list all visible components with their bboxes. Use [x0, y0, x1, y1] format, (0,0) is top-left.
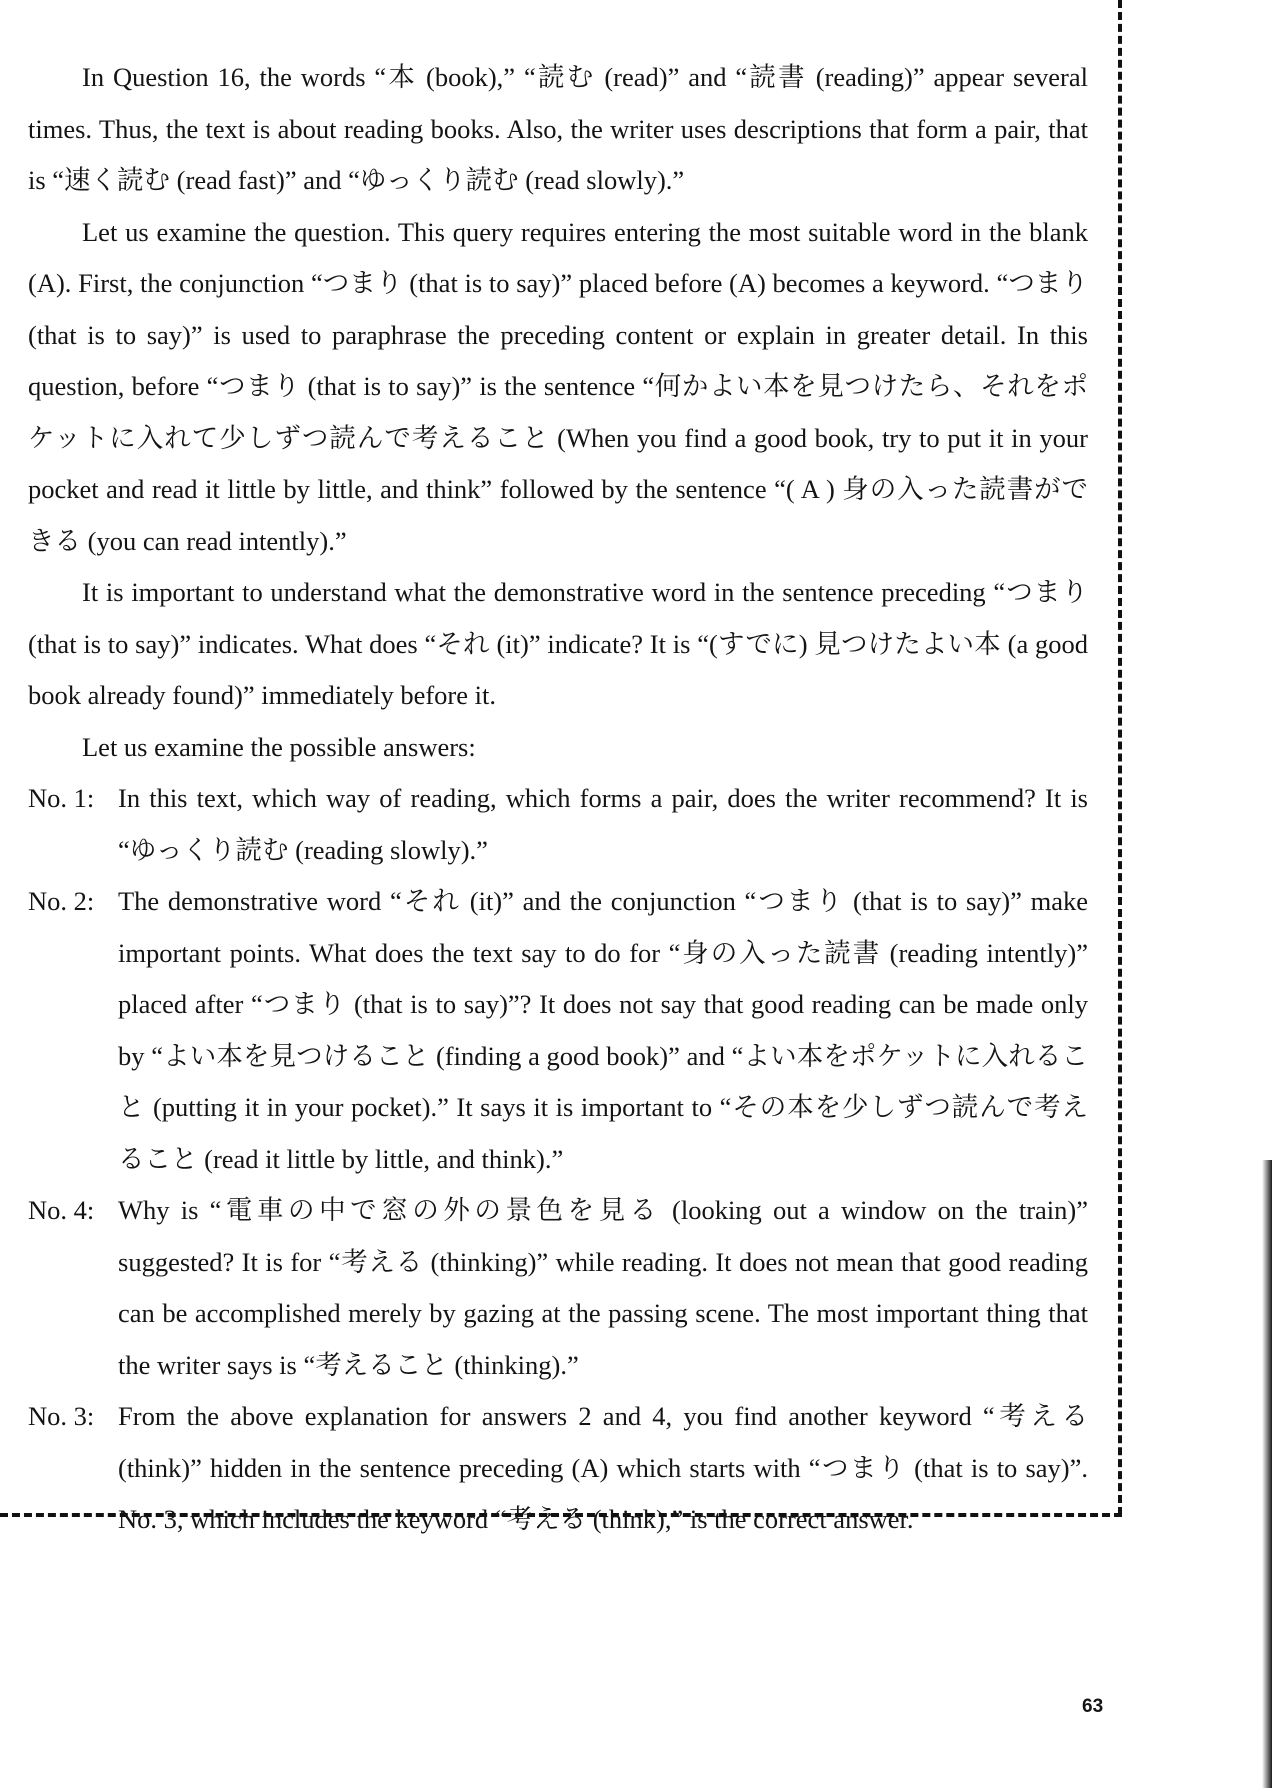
answer-explanation: Why is “電車の中で窓の外の景色を見る (looking out a window on the train)” suggested? It is for “考える (thinking)” while reading. It does not mean that good reading can be accomplished merely by gazing at the passing scene. The most important thing that the writer says is “考えること (thinking).” — [118, 1195, 1088, 1380]
dashed-box-border-right — [1118, 0, 1122, 1515]
paragraph-demonstrative: It is important to understand what the demonstrative word in the sentence preceding “つまり (that is to say)” indicates. What does “それ (it)” indicate? It is “(すでに) 見つけたよい本 (a good book already found)” immediately before it. — [28, 577, 1088, 710]
page-number: 63 — [1082, 1696, 1104, 1717]
answer-label: No. 2: — [28, 886, 95, 916]
answer-item-4 — [28, 1185, 1088, 1391]
answer-label: No. 3: — [28, 1401, 95, 1431]
explanation-text — [28, 52, 1088, 1546]
answer-explanation: The demonstrative word “それ (it)” and the conjunction “つまり (that is to say)” make important points. What does the text say to do for “身の入った読書 (reading intently)” placed after “つまり (that is to say)”? It does not say that good reading can be made only by “よい本を見つけること (finding a good book)” and “よい本をポケットに入れること (putting it in your pocket).” It says it is important to “その本を少しずつ読んで考えること (read it little by little, and think).” — [118, 886, 1088, 1174]
answer-label: No. 4: — [28, 1195, 95, 1225]
answer-label: No. 1: — [28, 783, 95, 813]
answer-explanation: From the above explanation for answers 2 and 4, you find another keyword “考える (think)” hidden in the sentence preceding (A) which starts with “つまり (that is to say)”. No. 3, which includes the keyword “考える (think),” is the correct answer. — [118, 1401, 1088, 1534]
answer-item-1 — [28, 773, 1088, 876]
paragraph-question-analysis: Let us examine the question. This query requires entering the most suitable word in the blank (A). First, the conjunction “つまり (that is to say)” placed before (A) becomes a keyword. “つまり (that is to say)” is used to paraphrase the preceding content or explain in greater detail. In this question, before “つまり (that is to say)” is the sentence “何かよい本を見つけたら、それをポケットに入れて少しずつ読んで考えること (When you find a good book, try to put it in your pocket and read it little by little, and think” followed by the sentence “( A ) 身の入った読書ができる (you can read intently).” — [28, 216, 1088, 556]
page-edge-shadow — [1262, 1160, 1272, 1788]
paragraph-answers-intro: Let us examine the possible answers: — [82, 731, 476, 762]
answer-item-3 — [28, 1391, 1088, 1546]
answer-explanation: In this text, which way of reading, which forms a pair, does the writer recommend? It is “ゆっくり読む (reading slowly).” — [118, 783, 1088, 865]
answer-item-2 — [28, 876, 1088, 1185]
paragraph-intro: In Question 16, the words “本 (book),” “読む (read)” and “読書 (reading)” appear several times. Thus, the text is about reading books. Also, the writer uses descriptions that form a pair, that is “速く読む (read fast)” and “ゆっくり読む (read slowly).” — [28, 62, 1088, 195]
